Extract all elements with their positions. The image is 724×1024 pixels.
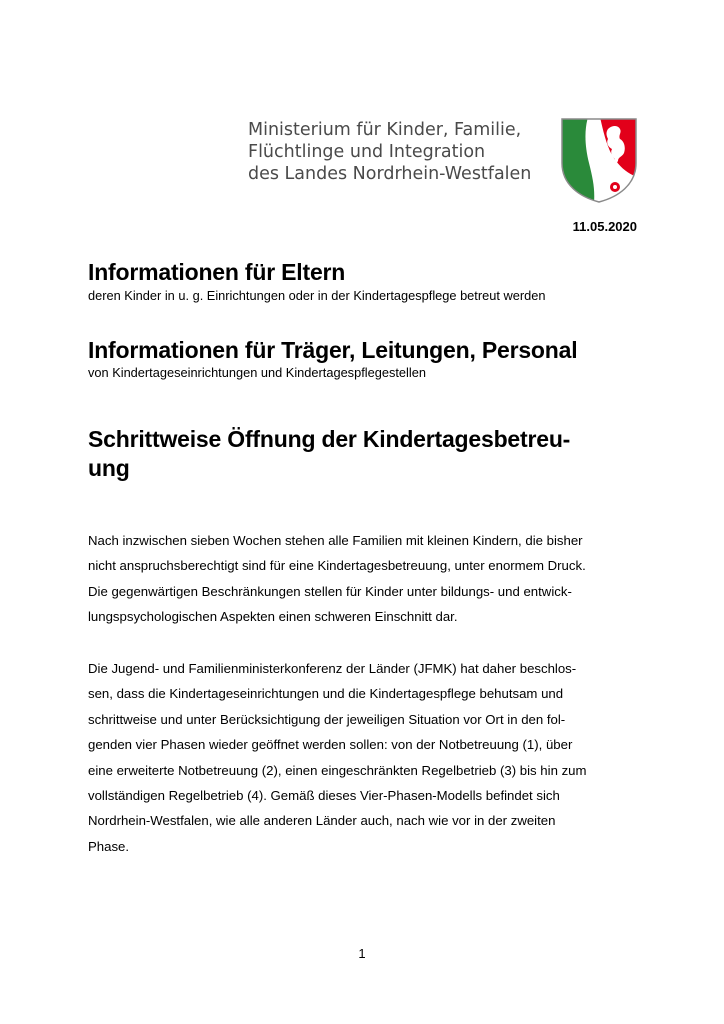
paragraph-line: lungspsychologischen Aspekten einen schweren Einschnitt dar. <box>88 609 458 625</box>
main-title-line-1: Schrittweise Öffnung der Kindertagesbetreu- <box>88 426 571 452</box>
paragraph-line: schrittweise und unter Berücksichtigung der jeweiligen Situation vor Ort in den fol- <box>88 711 566 727</box>
paragraph-line: sen, dass die Kindertageseinrichtungen und die Kindertagespflege behutsam und <box>88 686 564 702</box>
paragraph-line: Phase. <box>88 838 130 854</box>
parents-info-title: Informationen für Eltern <box>88 259 346 285</box>
intro-paragraph <box>88 528 648 630</box>
ministry-name-line-1: Ministerium für Kinder, Familie, <box>248 120 522 140</box>
main-title-line-2: ung <box>88 455 130 481</box>
paragraph-line: Nach inzwischen sieben Wochen stehen alle Familien mit kleinen Kindern, die bisher <box>88 533 583 548</box>
ministry-name-line-3: des Landes Nordrhein-Westfalen <box>248 164 532 184</box>
ministry-name <box>248 119 531 185</box>
main-title <box>88 425 570 483</box>
paragraph-line: Die Jugend- und Familienministerkonferenz der Länder (JFMK) hat daher beschlos- <box>88 661 577 676</box>
nrw-coat-of-arms-icon <box>560 117 638 203</box>
ministry-name-line-2: Flüchtlinge und Integration <box>248 142 486 162</box>
paragraph-line: vollständigen Regelbetrieb (4). Gemäß dieses Vier-Phasen-Modells befindet sich <box>88 788 560 804</box>
paragraph-line: nicht anspruchsberechtigt sind für eine Kindertagesbetreuung, unter enormem Druck. <box>88 558 586 574</box>
staff-info-subtitle: von Kindertageseinrichtungen und Kindertagespflegestellen <box>88 365 426 380</box>
parents-info-subtitle: deren Kinder in u. g. Einrichtungen oder in der Kindertagespflege betreut werden <box>88 288 546 303</box>
document-date: 11.05.2020 <box>572 219 637 234</box>
paragraph-line: Die gegenwärtigen Beschränkungen stellen für Kinder unter bildungs- und entwick- <box>88 583 572 599</box>
paragraph-line: Nordrhein-Westfalen, wie alle anderen Länder auch, nach wie vor in der zweiten <box>88 813 556 829</box>
page-number: 1 <box>358 946 366 961</box>
paragraph-line: genden vier Phasen wieder geöffnet werden sollen: von der Notbetreuung (1), über <box>88 737 573 753</box>
jfmk-paragraph <box>88 656 648 859</box>
paragraph-line: eine erweiterte Notbetreuung (2), einen eingeschränkten Regelbetrieb (3) bis hin zum <box>88 762 587 778</box>
staff-info-title: Informationen für Träger, Leitungen, Personal <box>88 337 578 363</box>
